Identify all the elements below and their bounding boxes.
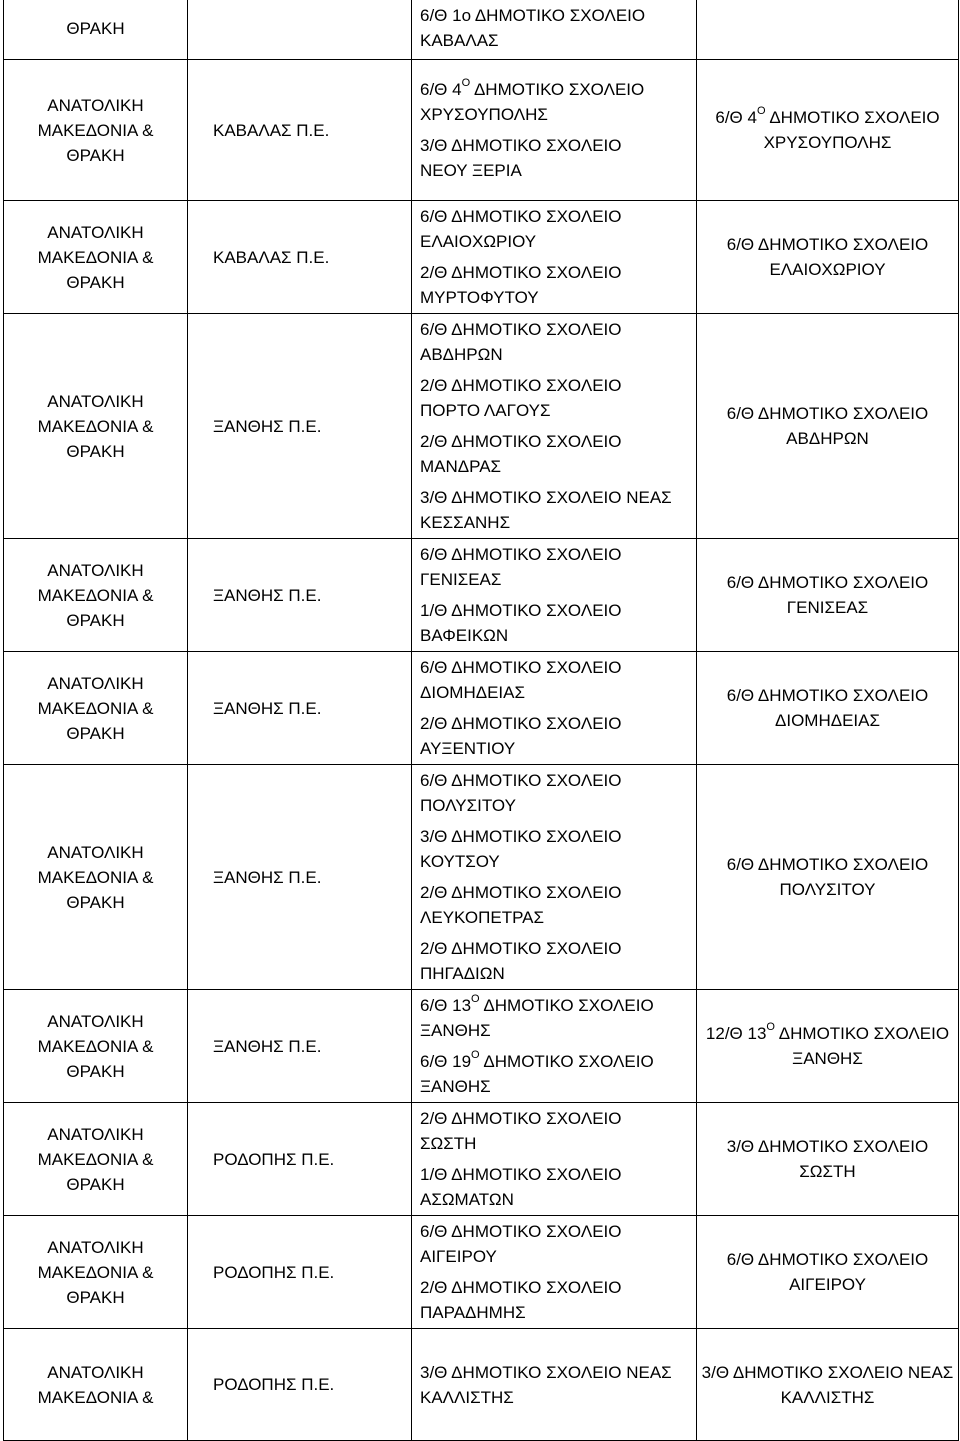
table-row (4, 0, 959, 60)
source-school-line: 2/Θ ΔΗΜΟΤΙΚΟ ΣΧΟΛΕΙΟ (420, 1109, 622, 1128)
source-schools-cell (412, 201, 697, 314)
region-line: ΘΡΑΚΗ (66, 723, 125, 743)
source-school-line: ΚΑΛΛΙΣΤΗΣ (420, 1387, 514, 1407)
region-line: ΘΡΑΚΗ (66, 1174, 125, 1194)
source-school (420, 314, 690, 370)
source-school-line: 6/Θ ΔΗΜΟΤΙΚΟ ΣΧΟΛΕΙΟ (420, 1222, 622, 1241)
region-line: ΘΡΑΚΗ (66, 610, 125, 630)
source-school-line: 6/Θ $4^O$ ΔΗΜΟΤΙΚΟ ΣΧΟΛΕΙΟ (420, 77, 645, 99)
region-line: ΜΑΚΕΔΟΝΙΑ & (37, 1036, 154, 1056)
target-school-cell (697, 314, 959, 539)
source-school-line: ΑΣΩΜΑΤΩΝ (420, 1190, 514, 1209)
directorate-cell (188, 314, 412, 539)
source-schools-cell (412, 990, 697, 1103)
directorate-label: ΡΟΔΟΠΗΣ Π.Ε. (213, 1262, 335, 1282)
source-school-line: ΜΑΝΔΡΑΣ (420, 457, 502, 476)
target-school-cell (697, 1103, 959, 1216)
source-school-line: 3/Θ ΔΗΜΟΤΙΚΟ ΣΧΟΛΕΙΟ (420, 827, 622, 846)
source-school (420, 482, 690, 538)
source-school-line: 2/Θ ΔΗΜΟΤΙΚΟ ΣΧΟΛΕΙΟ (420, 1278, 622, 1297)
source-school (420, 257, 690, 313)
target-school-line: 6/Θ ΔΗΜΟΤΙΚΟ ΣΧΟΛΕΙΟ (726, 1250, 929, 1269)
region-cell (4, 1216, 188, 1329)
source-school-line: ΑΥΞΕΝΤΙΟΥ (420, 739, 516, 758)
region-cell (4, 652, 188, 765)
region-line: ΑΝΑΤΟΛΙΚΗ (47, 673, 144, 693)
region-line: ΜΑΚΕΔΟΝΙΑ & (37, 585, 154, 605)
source-school-line: 6/Θ ΔΗΜΟΤΙΚΟ ΣΧΟΛΕΙΟ (420, 658, 622, 677)
target-school-line: ΠΟΛΥΣΙΤΟΥ (779, 880, 876, 899)
region-line: ΑΝΑΤΟΛΙΚΗ (47, 1237, 144, 1257)
target-school-line: ΣΩΣΤΗ (799, 1162, 856, 1181)
source-school-line: ΛΕΥΚΟΠΕΤΡΑΣ (420, 908, 544, 927)
directorate-label: ΡΟΔΟΠΗΣ Π.Ε. (213, 1375, 335, 1394)
directorate-cell (188, 1103, 412, 1216)
region-line: ΘΡΑΚΗ (66, 441, 125, 461)
source-school (420, 1216, 690, 1272)
region-cell (4, 765, 188, 990)
source-school-line: ΧΡΥΣΟΥΠΟΛΗΣ (420, 105, 548, 124)
source-school (420, 821, 690, 877)
source-school-line: ΕΛΑΙΟΧΩΡΙΟΥ (420, 232, 537, 251)
school-merger-table (3, 0, 959, 1441)
region-line: ΑΝΑΤΟΛΙΚΗ (47, 1011, 144, 1031)
region-line: ΘΡΑΚΗ (66, 892, 125, 912)
target-school-cell (697, 60, 959, 201)
source-schools-cell (412, 0, 697, 60)
source-school-line: 6/Θ ΔΗΜΟΤΙΚΟ ΣΧΟΛΕΙΟ (420, 207, 622, 226)
target-school-line: ΞΑΝΘΗΣ (792, 1049, 863, 1068)
target-school-line: ΚΑΛΛΙΣΤΗΣ (780, 1387, 875, 1407)
directorate-label: ΡΟΔΟΠΗΣ Π.Ε. (213, 1149, 335, 1169)
table-row (4, 652, 959, 765)
source-school-line: 2/Θ ΔΗΜΟΤΙΚΟ ΣΧΟΛΕΙΟ (420, 714, 622, 733)
target-school-line: ΕΛΑΙΟΧΩΡΙΟΥ (769, 260, 886, 279)
source-school-line: 6/Θ 1ο ΔΗΜΟΤΙΚΟ ΣΧΟΛΕΙΟ (420, 6, 646, 25)
source-school (420, 765, 690, 821)
target-school-cell (697, 652, 959, 765)
source-school-line: 2/Θ ΔΗΜΟΤΙΚΟ ΣΧΟΛΕΙΟ (420, 883, 622, 902)
target-school-line: ΔΙΟΜΗΔΕΙΑΣ (774, 711, 880, 730)
source-school-line: ΞΑΝΘΗΣ (420, 1021, 491, 1040)
target-school-line: 3/Θ ΔΗΜΟΤΙΚΟ ΣΧΟΛΕΙΟ ΝΕΑΣ (701, 1362, 954, 1382)
region-cell (4, 990, 188, 1103)
source-school-line: 3/Θ ΔΗΜΟΤΙΚΟ ΣΧΟΛΕΙΟ (420, 136, 622, 155)
target-school-cell (697, 201, 959, 314)
source-school-line: ΜΥΡΤΟΦΥΤΟΥ (420, 288, 539, 307)
source-school-line: ΚΕΣΣΑΝΗΣ (420, 513, 511, 532)
directorate-label: ΞΑΝΘΗΣ Π.Ε. (213, 1036, 322, 1056)
source-school-line: ΑΒΔΗΡΩΝ (420, 345, 503, 364)
table-row (4, 1329, 959, 1441)
directorate-label: ΚΑΒΑΛΑΣ Π.Ε. (213, 120, 330, 140)
source-school (420, 877, 690, 933)
source-school-line: 6/Θ $19^O$ ΔΗΜΟΤΙΚΟ ΣΧΟΛΕΙΟ (420, 1049, 654, 1071)
source-school (420, 370, 690, 426)
region-cell (4, 60, 188, 201)
region-line: ΑΝΑΤΟΛΙΚΗ (47, 1124, 144, 1144)
target-school-line: 6/Θ $4^O$ ΔΗΜΟΤΙΚΟ ΣΧΟΛΕΙΟ (715, 105, 940, 127)
directorate-label: ΞΑΝΘΗΣ Π.Ε. (213, 585, 322, 605)
source-school-line: ΒΑΦΕΙΚΩΝ (420, 626, 509, 645)
source-school-line: 1/Θ ΔΗΜΟΤΙΚΟ ΣΧΟΛΕΙΟ (420, 601, 622, 620)
target-school-cell (697, 990, 959, 1103)
table-row (4, 1103, 959, 1216)
target-school-line: 6/Θ ΔΗΜΟΤΙΚΟ ΣΧΟΛΕΙΟ (726, 686, 929, 705)
region-line: ΘΡΑΚΗ (66, 18, 125, 38)
target-school-line: ΑΒΔΗΡΩΝ (786, 429, 869, 448)
table-row (4, 990, 959, 1103)
source-school (420, 990, 690, 1046)
directorate-label: ΞΑΝΘΗΣ Π.Ε. (213, 698, 322, 718)
source-schools-cell (412, 652, 697, 765)
region-cell (4, 0, 188, 60)
region-cell (4, 1329, 188, 1441)
region-line: ΜΑΚΕΔΟΝΙΑ & (37, 867, 154, 887)
source-school-line: 6/Θ ΔΗΜΟΤΙΚΟ ΣΧΟΛΕΙΟ (420, 771, 622, 790)
source-schools-cell (412, 1216, 697, 1329)
region-line: ΘΡΑΚΗ (66, 145, 125, 165)
target-school-line: 3/Θ ΔΗΜΟΤΙΚΟ ΣΧΟΛΕΙΟ (726, 1137, 929, 1156)
directorate-cell (188, 1216, 412, 1329)
source-school (420, 1103, 690, 1159)
source-school (420, 1159, 690, 1215)
region-line: ΜΑΚΕΔΟΝΙΑ & (37, 247, 154, 267)
table-row (4, 60, 959, 201)
directorate-label: ΞΑΝΘΗΣ Π.Ε. (213, 416, 322, 436)
region-line: ΜΑΚΕΔΟΝΙΑ & (37, 1387, 154, 1407)
target-school-cell (697, 765, 959, 990)
target-school-line: 6/Θ ΔΗΜΟΤΙΚΟ ΣΧΟΛΕΙΟ (726, 573, 929, 592)
directorate-cell (188, 1329, 412, 1441)
directorate-cell (188, 652, 412, 765)
region-line: ΜΑΚΕΔΟΝΙΑ & (37, 698, 154, 718)
directorate-cell (188, 0, 412, 60)
table-row (4, 314, 959, 539)
target-school-line: 6/Θ ΔΗΜΟΤΙΚΟ ΣΧΟΛΕΙΟ (726, 855, 929, 874)
source-school-line: ΠΑΡΑΔΗΜΗΣ (420, 1303, 526, 1322)
target-school-cell (697, 1329, 959, 1441)
source-school (420, 0, 690, 56)
source-school-line: ΠΟΛΥΣΙΤΟΥ (420, 796, 516, 815)
region-cell (4, 539, 188, 652)
region-line: ΘΡΑΚΗ (66, 1287, 125, 1307)
source-school-line: ΠΗΓΑΔΙΩΝ (420, 964, 505, 983)
region-line: ΑΝΑΤΟΛΙΚΗ (47, 560, 144, 580)
directorate-cell (188, 765, 412, 990)
target-school-cell (697, 539, 959, 652)
target-school-line: 6/Θ ΔΗΜΟΤΙΚΟ ΣΧΟΛΕΙΟ (726, 235, 929, 254)
source-school (420, 1272, 690, 1328)
target-school-line: ΓΕΝΙΣΕΑΣ (786, 598, 869, 617)
target-school-cell (697, 0, 959, 60)
table-body (4, 0, 959, 1441)
target-school-line: ΧΡΥΣΟΥΠΟΛΗΣ (763, 133, 892, 152)
source-school-line: ΚΟΥΤΣΟΥ (420, 852, 500, 871)
source-school (420, 652, 690, 708)
region-line: ΑΝΑΤΟΛΙΚΗ (47, 391, 144, 411)
directorate-cell (188, 990, 412, 1103)
source-school-line: ΚΑΒΑΛΑΣ (420, 31, 499, 50)
source-school-line: ΞΑΝΘΗΣ (420, 1077, 491, 1096)
source-schools-cell (412, 1103, 697, 1216)
source-school-line: 3/Θ ΔΗΜΟΤΙΚΟ ΣΧΟΛΕΙΟ ΝΕΑΣ (420, 488, 672, 507)
table-row (4, 201, 959, 314)
source-school-line: 1/Θ ΔΗΜΟΤΙΚΟ ΣΧΟΛΕΙΟ (420, 1165, 622, 1184)
source-school (420, 933, 690, 989)
source-school-line: 6/Θ ΔΗΜΟΤΙΚΟ ΣΧΟΛΕΙΟ (420, 545, 622, 564)
source-school (420, 1357, 690, 1413)
source-school-line: 2/Θ ΔΗΜΟΤΙΚΟ ΣΧΟΛΕΙΟ (420, 376, 622, 395)
target-school-line: ΑΙΓΕΙΡΟΥ (789, 1275, 866, 1294)
region-cell (4, 314, 188, 539)
directorate-cell (188, 60, 412, 201)
region-line: ΑΝΑΤΟΛΙΚΗ (47, 222, 144, 242)
region-cell (4, 1103, 188, 1216)
source-school-line: ΠΟΡΤΟ ΛΑΓΟΥΣ (420, 401, 551, 420)
source-school-line: ΓΕΝΙΣΕΑΣ (420, 570, 502, 589)
source-school-line: 6/Θ ΔΗΜΟΤΙΚΟ ΣΧΟΛΕΙΟ (420, 320, 622, 339)
region-line: ΑΝΑΤΟΛΙΚΗ (47, 1362, 144, 1382)
source-school-line: 3/Θ ΔΗΜΟΤΙΚΟ ΣΧΟΛΕΙΟ ΝΕΑΣ (420, 1362, 672, 1382)
table-row (4, 539, 959, 652)
source-school-line: ΣΩΣΤΗ (420, 1134, 477, 1153)
table-row (4, 1216, 959, 1329)
region-line: ΜΑΚΕΔΟΝΙΑ & (37, 416, 154, 436)
target-school-line: 6/Θ ΔΗΜΟΤΙΚΟ ΣΧΟΛΕΙΟ (726, 404, 929, 423)
directorate-label: ΞΑΝΘΗΣ Π.Ε. (213, 867, 322, 887)
region-cell (4, 201, 188, 314)
region-line: ΘΡΑΚΗ (66, 272, 125, 292)
directorate-label: ΚΑΒΑΛΑΣ Π.Ε. (213, 247, 330, 267)
source-school (420, 539, 690, 595)
directorate-cell (188, 539, 412, 652)
source-school-line: ΝΕΟΥ ΞΕΡΙΑ (420, 161, 522, 180)
source-schools-cell (412, 1329, 697, 1441)
source-school (420, 130, 690, 186)
source-school (420, 708, 690, 764)
table-row (4, 765, 959, 990)
source-school (420, 595, 690, 651)
source-school (420, 426, 690, 482)
source-school (420, 74, 690, 130)
region-line: ΘΡΑΚΗ (66, 1061, 125, 1081)
source-school-line: ΑΙΓΕΙΡΟΥ (420, 1247, 497, 1266)
directorate-cell (188, 201, 412, 314)
source-school-line: 6/Θ $13^O$ ΔΗΜΟΤΙΚΟ ΣΧΟΛΕΙΟ (420, 993, 654, 1015)
source-school (420, 201, 690, 257)
source-schools-cell (412, 765, 697, 990)
region-line: ΑΝΑΤΟΛΙΚΗ (47, 95, 144, 115)
target-school-line: 12/Θ $13^O$ ΔΗΜΟΤΙΚΟ ΣΧΟΛΕΙΟ (705, 1021, 950, 1043)
source-school-line: ΔΙΟΜΗΔΕΙΑΣ (420, 683, 526, 702)
region-line: ΑΝΑΤΟΛΙΚΗ (47, 842, 144, 862)
source-school (420, 1046, 690, 1102)
source-schools-cell (412, 539, 697, 652)
source-schools-cell (412, 60, 697, 201)
region-line: ΜΑΚΕΔΟΝΙΑ & (37, 1149, 154, 1169)
source-school-line: 2/Θ ΔΗΜΟΤΙΚΟ ΣΧΟΛΕΙΟ (420, 263, 622, 282)
source-schools-cell (412, 314, 697, 539)
source-school-line: 2/Θ ΔΗΜΟΤΙΚΟ ΣΧΟΛΕΙΟ (420, 432, 622, 451)
target-school-cell (697, 1216, 959, 1329)
region-line: ΜΑΚΕΔΟΝΙΑ & (37, 1262, 154, 1282)
region-line: ΜΑΚΕΔΟΝΙΑ & (37, 120, 154, 140)
source-school-line: 2/Θ ΔΗΜΟΤΙΚΟ ΣΧΟΛΕΙΟ (420, 939, 622, 958)
